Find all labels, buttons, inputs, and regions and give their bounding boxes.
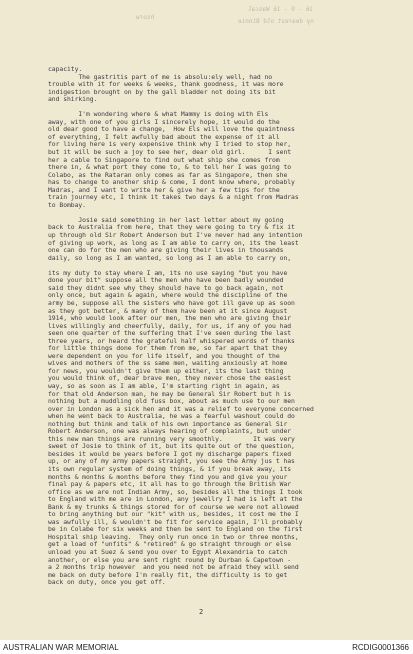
letter-line: indigestion brought on by the gall bladder not doing its bit	[48, 87, 276, 96]
letter-line: 1914, who would look after our men, the men who are giving their	[48, 314, 292, 323]
letter-line: for that old Anderson man, he may be General Sir Robert but h is	[48, 389, 292, 398]
letter-line: I'm wondering where & what Mammy is doing with Els	[48, 110, 269, 119]
letter-line: be in Colabe for six weeks and then be sent to England on the first	[48, 525, 303, 534]
letter-line: back on duty, once you get off.	[48, 578, 166, 587]
letter-line: wives and mothers of the ss same men, waiting anxiously at home	[48, 359, 288, 368]
letter-line: as they got better, & many of them have been at it since August	[48, 306, 288, 315]
letter-line: you would think of, dear brave men, they never chose the easiest	[48, 374, 292, 383]
letter-line: of giving up work, as long as I am able to carry on, its the least	[48, 238, 299, 247]
letter-line: daily, so long as I am wanted, so long as I am able to carry on,	[48, 253, 292, 262]
letter-line: when he went back to Australia, he was a fearful washout could do	[48, 412, 295, 421]
letter-line: sweet of Josie to think of it, but its quite out of the question,	[48, 442, 295, 451]
letter-line: unload you at Suez & send you over to Egypt Alexandria to catch	[48, 548, 288, 556]
letter-line: a 2 months trip however and you need not be afraid they will send	[48, 563, 299, 572]
letter-line: and shirking.	[48, 95, 98, 104]
letter-line: up through old Sir Robert Anderson but I've never had any intention	[48, 231, 303, 240]
archive-reference: RCDIG0001366	[352, 643, 409, 652]
letter-line: office as we are not Indian Army, so, besides all the things I took	[48, 487, 303, 496]
letter-line: one can do for the men who are giving their lives in thousands	[48, 246, 284, 255]
letter-line: to Bombay.	[48, 200, 86, 209]
letter-line: get a load of "unfits" & "retired" & go straight through or else	[48, 540, 292, 549]
letter-line: months & months & months before they find you and give you your	[48, 472, 288, 481]
letter-line: nothing but think and talk of his own importance as General Sir	[48, 419, 288, 428]
letter-line: for little things done for them from me, so far apart that they	[48, 344, 288, 353]
letter-line: train journey etc, I think it takes two days & a night from Madras	[48, 193, 299, 202]
letter-line: nothing but a muddling old fuss box, about as much use to our men	[48, 397, 295, 406]
letter-line: besides it would be years before I got my discharge papers fixed	[48, 449, 292, 458]
letter-line: away, with one of you girls I sincerely hope, it would do the	[48, 117, 280, 126]
bleed-through-text: 16 - 9 - 16 Wascal	[248, 6, 314, 13]
letter-line: The gastritis part of me is absolu:ely well, had no	[48, 72, 273, 81]
letter-line: trouble with it for weeks & weeks, thank goodness, it was more	[48, 80, 284, 89]
letter-line: to England with me are in London, any jewellry I had is left at the	[48, 495, 303, 504]
letter-line: her a cable to Singapore to find out what ship she comes from	[48, 155, 280, 164]
letter-line: of everything, I felt awfully bad about the expense of it all	[48, 132, 280, 141]
letter-line: said they didnt see why they should have to go back again, not	[48, 283, 284, 292]
letter-line: its own regular system of doing things, & if you break away, its	[48, 464, 292, 473]
page-number: 2	[199, 608, 204, 616]
letter-line: were dependent on you for life itself, and you thought of the	[48, 351, 280, 360]
archive-footer	[0, 640, 413, 654]
letter-line: three years, or heard the grateful half whispered words of thanks	[48, 336, 295, 345]
letter-body	[48, 66, 378, 587]
letter-line: Josie said something in her last letter about my going	[48, 215, 284, 224]
letter-line: Hospital ship leaving. They only run once in two or three months,	[48, 532, 299, 541]
letter-line: final pay & papers etc, it all has to go through the British War	[48, 480, 292, 489]
letter-line: Madras, and I want to write her & give her a few tips for the	[48, 185, 280, 194]
letter-line: capacity.	[48, 65, 83, 73]
letter-line: up, or any of my army papers straight, you see the Army jus t has	[48, 457, 295, 466]
letter-line: back to Australia from here, that they were going to try & fix it	[48, 223, 295, 232]
letter-line: done your bit" suppose all the men who have been badly wounded	[48, 276, 284, 285]
letter-line: was awfully ill, & wouldn't be fit for service again, I'll probably	[48, 517, 303, 526]
letter-line: Robert Anderson, one was always hearing of complaints, but under	[48, 427, 292, 436]
letter-line: for news, you wouldn't give them up either, its the last thing	[48, 366, 284, 375]
letter-line: seen one quarter of the suffering that I've seen during the last	[48, 329, 292, 338]
letter-line: another, or else you are sent right round by Durban & Capetown -	[48, 555, 292, 564]
letter-line: for living here is very expensive think why I tried to stop her,	[48, 140, 292, 149]
letter-line: but it will be such a joy to see her, dear old girl. I sent	[48, 148, 292, 157]
letter-line: has to change to another ship & come, I dont know where, probably	[48, 178, 295, 187]
bleed-through-text: ny dearest old Binnie	[238, 18, 314, 25]
archive-name: AUSTRALIAN WAR MEMORIAL	[3, 643, 119, 652]
letter-line: lives willingly and cheerfully, daily, for us, if any of you had	[48, 321, 292, 330]
letter-line: Bank & my trunks & things stored for of course we were not allowed	[48, 502, 299, 511]
letter-line: only once, but again & again, where would the discipline of the	[48, 291, 288, 300]
letter-line: way, so as soon as I am able, I'm starting right in again, as	[48, 381, 280, 390]
letter-line: there in, & what port they come to, & to tell her I was going to	[48, 163, 292, 172]
bleed-through-text: hsorw	[136, 14, 155, 21]
letter-line: its my duty to stay where I am, its no use saying "but you have	[48, 268, 288, 277]
letter-line: over in London as a sick hen and it was a relief to everyone concerned	[48, 404, 314, 413]
letter-line: to bring anything but our "kit" with us, besides, it cost me the I	[48, 510, 299, 519]
letter-line: army be, suppose all the sisters who have got ill gave up as soon	[48, 298, 295, 307]
letter-line: this new man things are running very smoothly. It was very	[48, 434, 295, 443]
letter-line: Colabo, as the Rataran only comes as far as Singapore, then she	[48, 170, 288, 179]
letter-line: me back on duty before I'm really fit, the difficulty is to get	[48, 570, 288, 579]
letter-line: old dear good to have a change, How Els will love the quaintness	[48, 125, 295, 134]
